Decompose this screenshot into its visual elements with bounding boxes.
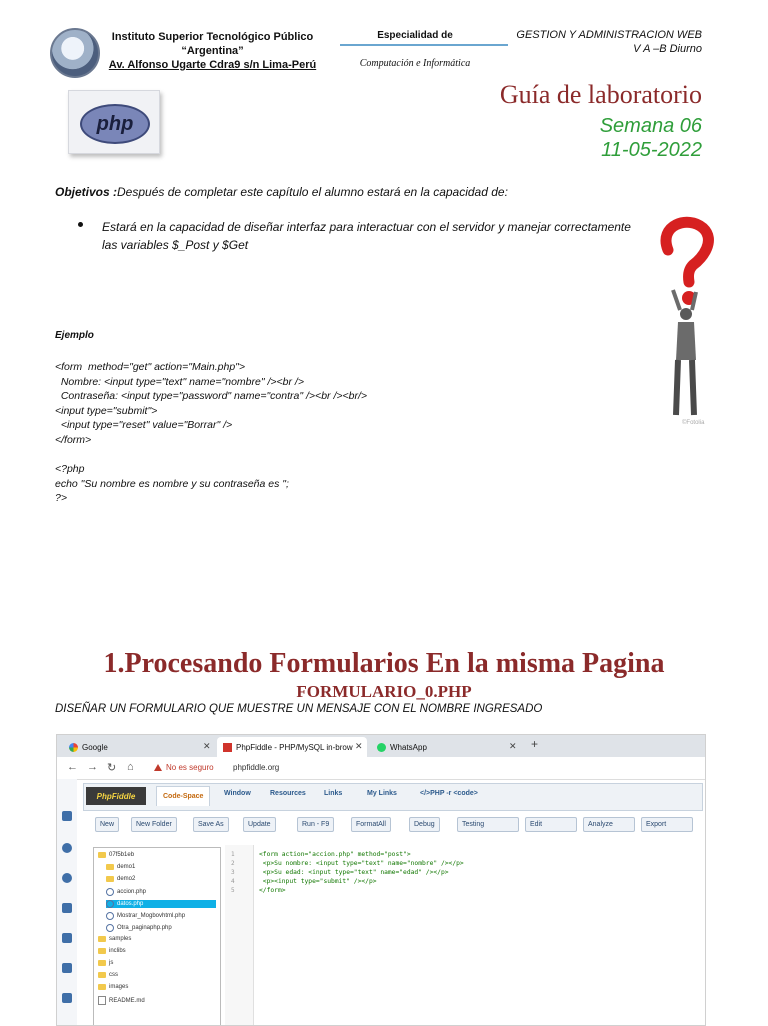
bullet-dot bbox=[78, 222, 83, 227]
tree-file[interactable]: accion.php bbox=[106, 888, 146, 896]
guide-date: 11-05-2022 bbox=[601, 139, 702, 161]
tab-google[interactable]: Google bbox=[63, 737, 213, 757]
tree-file-selected[interactable]: datos.php bbox=[106, 900, 216, 908]
tree-folder[interactable]: demo2 bbox=[106, 876, 135, 882]
code-line: <p>Su edad: <input type="text" name="edad" /></p> bbox=[259, 869, 449, 876]
objectives bbox=[55, 185, 508, 199]
guide-title: Guía de laboratorio bbox=[499, 80, 702, 109]
tree-folder[interactable]: inclibs bbox=[98, 948, 126, 954]
tab-resources[interactable]: Resources bbox=[270, 790, 306, 797]
institution-address: Av. Alfonso Ugarte Cdra9 s/n Lima-Perú bbox=[108, 59, 317, 71]
edit-dropdown[interactable]: Edit bbox=[525, 817, 577, 832]
side-toolbar bbox=[57, 779, 77, 1025]
folder-icon bbox=[98, 960, 106, 966]
program-name: GESTION Y ADMINISTRACION WEB bbox=[516, 29, 702, 41]
testing-dropdown[interactable]: Testing bbox=[457, 817, 519, 832]
objectives-text: Después de completar este capítulo el alumno estará en la capacidad de: bbox=[117, 185, 508, 199]
new-folder-button[interactable]: New Folder bbox=[131, 817, 177, 832]
line-number: 4 bbox=[231, 878, 235, 885]
tree-file[interactable]: Mostrar_Mogbovhtml.php bbox=[106, 912, 185, 920]
close-icon[interactable]: ✕ bbox=[355, 741, 363, 751]
example-label: Ejemplo bbox=[55, 330, 94, 341]
phpfiddle-icon bbox=[223, 743, 232, 752]
update-button[interactable]: Update bbox=[243, 817, 276, 832]
new-tab-button[interactable]: + bbox=[531, 737, 539, 751]
guide-meta bbox=[600, 114, 702, 162]
section-description: DISEÑAR UN FORMULARIO QUE MUESTRE UN MENSAJE CON EL NOMBRE INGRESADO bbox=[55, 703, 543, 715]
php-file-icon bbox=[106, 912, 114, 920]
gear-icon[interactable] bbox=[62, 843, 72, 853]
tab-code-space[interactable]: Code-Space bbox=[156, 786, 210, 806]
header-divider bbox=[340, 44, 508, 46]
institution-name: Instituto Superior Tecnológico Público bbox=[111, 31, 314, 43]
php-file-icon bbox=[106, 924, 114, 932]
code-line: <form action="accion.php" method="post"> bbox=[259, 851, 411, 858]
tab-my-links[interactable]: My Links bbox=[367, 790, 397, 797]
phpfiddle-logo[interactable]: PhpFiddle bbox=[86, 787, 146, 805]
php-file-icon bbox=[106, 888, 114, 896]
tab-window[interactable]: Window bbox=[224, 790, 251, 797]
google-icon bbox=[69, 743, 78, 752]
folder-icon bbox=[98, 936, 106, 942]
format-all-button[interactable]: FormatAll bbox=[351, 817, 391, 832]
warning-icon bbox=[154, 764, 162, 771]
folder-icon bbox=[106, 864, 114, 870]
folder-icon bbox=[98, 852, 106, 858]
security-indicator[interactable]: No es seguro bbox=[154, 763, 214, 772]
document-icon bbox=[98, 996, 106, 1005]
grid-icon[interactable] bbox=[62, 963, 72, 973]
program-section: V A –B Diurno bbox=[633, 43, 702, 55]
tab-links[interactable]: Links bbox=[324, 790, 343, 797]
reload-icon[interactable]: ↻ bbox=[107, 762, 117, 774]
section-title: 1.Procesando Formularios En la misma Pagina bbox=[103, 648, 665, 679]
specialty-label: Especialidad de bbox=[377, 30, 453, 41]
code-line: </form> bbox=[259, 887, 286, 894]
forward-icon[interactable]: → bbox=[87, 761, 98, 773]
url-field[interactable]: phpfiddle.org bbox=[233, 763, 280, 772]
tree-folder[interactable]: js bbox=[98, 960, 113, 966]
whatsapp-icon bbox=[377, 743, 386, 752]
specialty-name: Computación e Informática bbox=[359, 58, 471, 69]
question-man-image bbox=[648, 210, 718, 420]
phpfiddle-toolbar bbox=[83, 815, 701, 835]
folder-icon bbox=[98, 948, 106, 954]
folder-icon bbox=[98, 984, 106, 990]
tree-folder-root[interactable]: 07f5b1eb bbox=[98, 852, 134, 858]
book-icon[interactable] bbox=[62, 811, 72, 821]
example-code: <form method="get" action="Main.php"> Nombre: <input type="text" name="nombre" /><br /> Contraseña: <input type="password" name="contra" /><br /><br/> <input type="submit"> <input type="reset" value="Borrar" /> </form> <?php echo "Su nombre es nombre y su contraseña es "; ?> bbox=[55, 361, 368, 505]
tab-whatsapp[interactable]: WhatsApp bbox=[371, 737, 521, 757]
tab-phpfiddle[interactable]: PhpFiddle - PHP/MySQL in-brow bbox=[217, 737, 367, 757]
new-button[interactable]: New bbox=[95, 817, 119, 832]
tree-file[interactable]: Otra_paginaphp.php bbox=[106, 924, 172, 932]
line-number: 3 bbox=[231, 869, 235, 876]
browser-screenshot bbox=[56, 734, 706, 1026]
folder-icon bbox=[106, 876, 114, 882]
file-tree bbox=[93, 847, 221, 1026]
close-icon[interactable]: ✕ bbox=[509, 741, 517, 751]
tree-folder[interactable]: samples bbox=[98, 936, 131, 942]
tags-icon[interactable] bbox=[62, 903, 72, 913]
link-icon[interactable] bbox=[62, 933, 72, 943]
save-as-button[interactable]: Save As bbox=[193, 817, 229, 832]
program-block bbox=[516, 28, 702, 56]
institution-campus: “Argentina” bbox=[181, 45, 244, 57]
database-icon[interactable] bbox=[62, 993, 72, 1003]
back-icon[interactable]: ← bbox=[67, 761, 78, 773]
image-caption: ©Fotolia bbox=[682, 420, 705, 426]
line-number: 5 bbox=[231, 887, 235, 894]
debug-button[interactable]: Debug bbox=[409, 817, 440, 832]
php-file-icon bbox=[106, 900, 114, 908]
institute-logo bbox=[50, 28, 100, 78]
address-bar bbox=[57, 757, 705, 780]
browser-tab-bar bbox=[57, 735, 705, 757]
analyze-dropdown[interactable]: Analyze bbox=[583, 817, 635, 832]
objective-bullet: Estará en la capacidad de diseñar interfaz para interactuar con el servidor y manejar correctamente las variables $_Post y $Get bbox=[102, 220, 631, 252]
tree-folder[interactable]: images bbox=[98, 984, 128, 990]
export-dropdown[interactable]: Export bbox=[641, 817, 693, 832]
tab-php-r[interactable]: </>PHP -r <code> bbox=[420, 790, 478, 797]
line-number: 1 bbox=[231, 851, 235, 858]
institution-block bbox=[100, 30, 325, 72]
php-logo: php bbox=[80, 104, 150, 144]
close-icon[interactable]: ✕ bbox=[203, 741, 211, 751]
tree-folder[interactable]: demo1 bbox=[106, 864, 135, 870]
code-editor[interactable] bbox=[225, 845, 705, 1025]
run-button[interactable]: Run - F9 bbox=[297, 817, 334, 832]
folder-icon bbox=[98, 972, 106, 978]
home-icon[interactable]: ⌂ bbox=[127, 761, 134, 773]
line-gutter bbox=[225, 845, 254, 1025]
phpfiddle-menubar bbox=[83, 783, 703, 811]
code-line: <p>Su nombre: <input type="text" name="nombre" /></p> bbox=[259, 860, 464, 867]
tree-folder[interactable]: css bbox=[98, 972, 118, 978]
section-subtitle: FORMULARIO_0.PHP bbox=[296, 682, 472, 701]
gears-icon[interactable] bbox=[62, 873, 72, 883]
guide-week: Semana 06 bbox=[599, 115, 702, 137]
code-line: <p><input type="submit" /></p> bbox=[259, 878, 377, 885]
line-number: 2 bbox=[231, 860, 235, 867]
objectives-label: Objetivos : bbox=[55, 185, 118, 199]
tree-file[interactable]: README.md bbox=[98, 996, 145, 1005]
